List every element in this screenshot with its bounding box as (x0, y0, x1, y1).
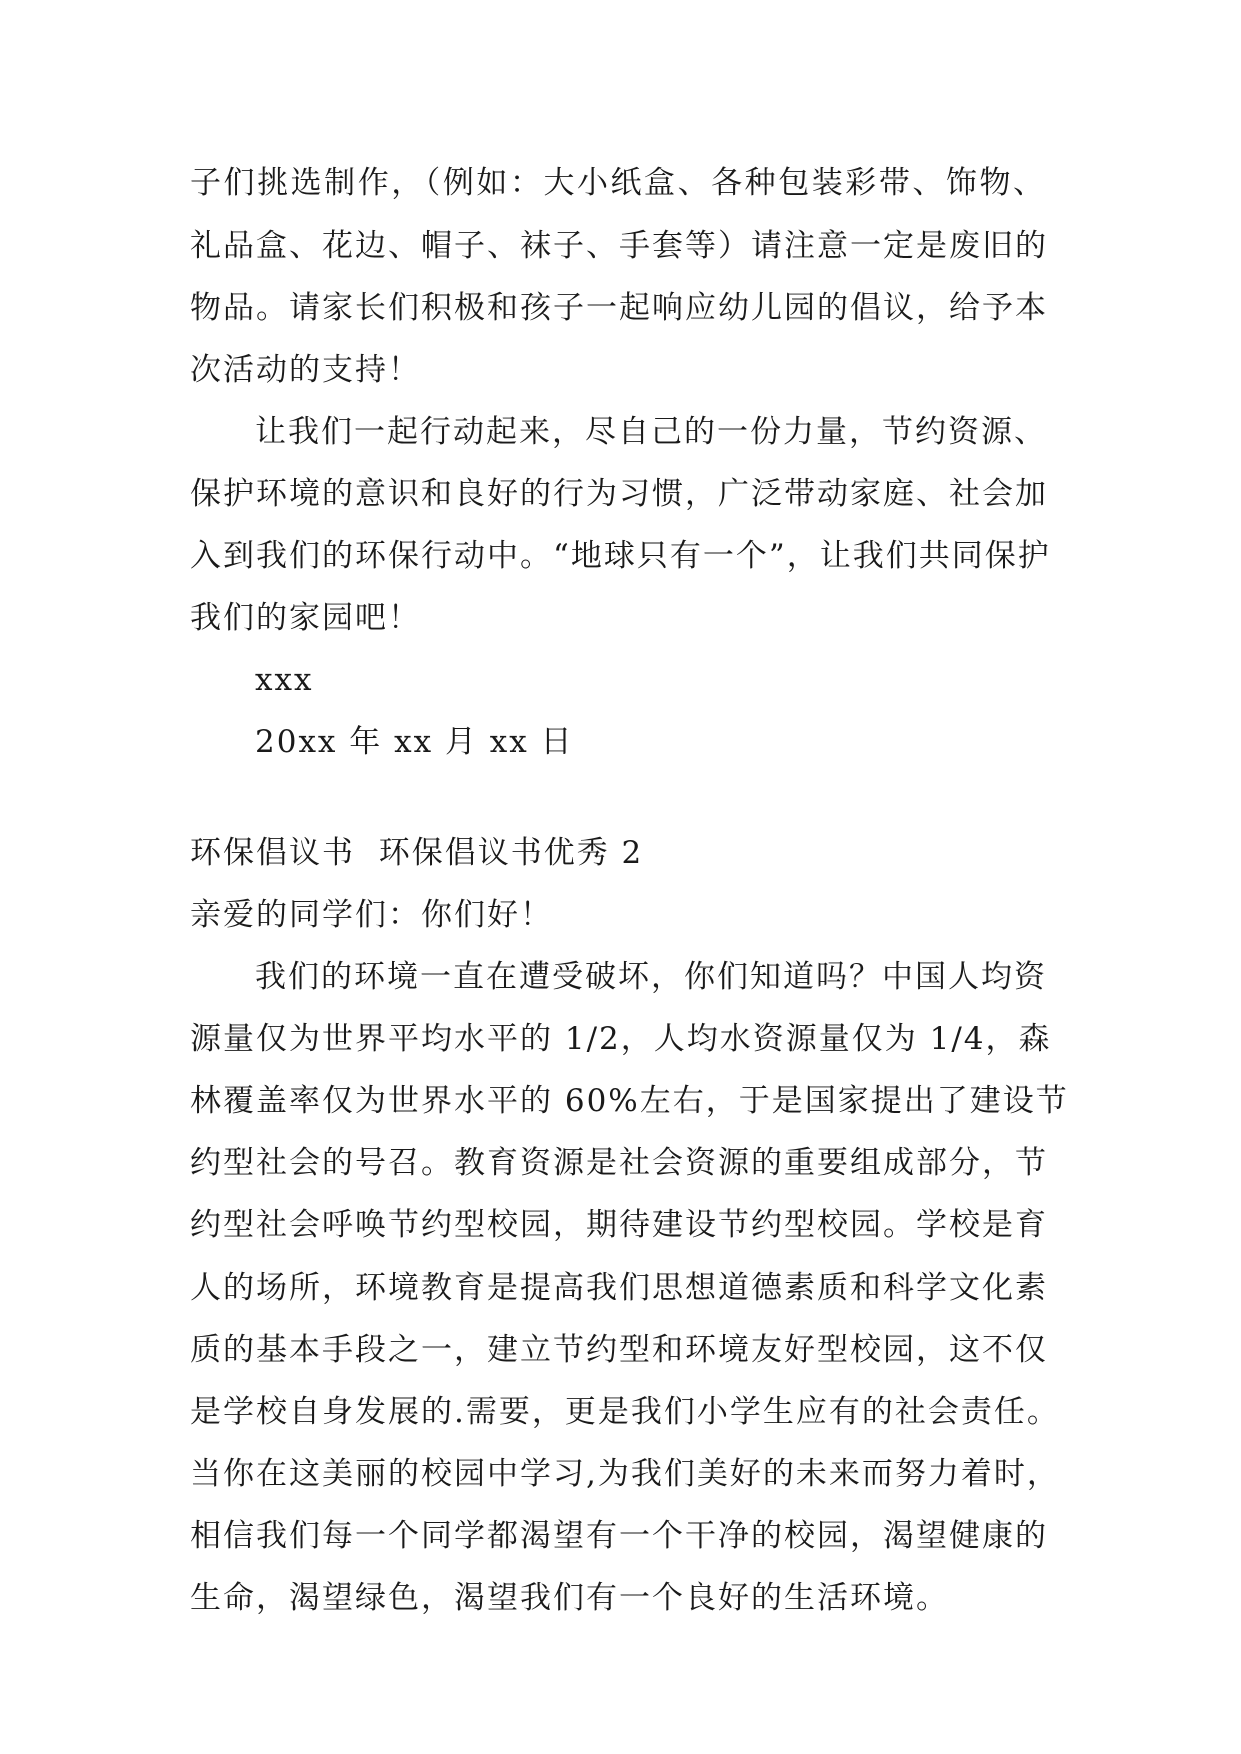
paragraph-line: 人的场所，环境教育是提高我们思想道德素质和科学文化素 (190, 1270, 1048, 1306)
paragraph-line: 林覆盖率仅为世界水平的 60%左右，于是国家提出了建设节 (190, 1083, 1069, 1119)
paragraph-line: 我们的家园吧！ (190, 600, 421, 636)
section-heading: 环保倡议书 环保倡议书优秀 2 (190, 835, 644, 871)
paragraph-line: 子们挑选制作，（例如：大小纸盒、各种包装彩带、饰物、 (190, 165, 1046, 201)
paragraph-line: 保护环境的意识和良好的行为习惯，广泛带动家庭、社会加 (190, 476, 1048, 512)
signature-name: xxx (255, 662, 314, 698)
paragraph-line: 入到我们的环保行动中。“地球只有一个”，让我们共同保护 (190, 538, 1051, 574)
paragraph-line: 物品。请家长们积极和孩子一起响应幼儿园的倡议，给予本 (190, 290, 1048, 326)
paragraph-line: 生命，渴望绿色，渴望我们有一个良好的生活环境。 (190, 1580, 949, 1616)
paragraph-line: 让我们一起行动起来，尽自己的一份力量，节约资源、 (255, 414, 1047, 450)
paragraph-line: 次活动的支持！ (190, 352, 421, 388)
signature-date: 20xx 年 xx 月 xx 日 (255, 724, 574, 760)
paragraph-line: 是学校自身发展的.需要，更是我们小学生应有的社会责任。 (190, 1394, 1060, 1430)
paragraph-line: 相信我们每一个同学都渴望有一个干净的校园，渴望健康的 (190, 1518, 1048, 1554)
paragraph-line: 源量仅为世界平均水平的 1/2，人均水资源量仅为 1/4，森 (190, 1021, 1052, 1057)
paragraph-line: 约型社会的号召。教育资源是社会资源的重要组成部分，节 (190, 1145, 1048, 1181)
paragraph-line: 礼品盒、花边、帽子、袜子、手套等）请注意一定是废旧的 (190, 228, 1048, 264)
greeting: 亲爱的同学们：你们好！ (190, 897, 553, 933)
paragraph-line: 我们的环境一直在遭受破坏，你们知道吗？中国人均资 (255, 959, 1047, 995)
paragraph-line: 约型社会呼唤节约型校园，期待建设节约型校园。学校是育 (190, 1207, 1048, 1243)
paragraph-line: 当你在这美丽的校园中学习,为我们美好的未来而努力着时， (190, 1456, 1060, 1492)
paragraph-line: 质的基本手段之一，建立节约型和环境友好型校园，这不仅 (190, 1332, 1048, 1368)
